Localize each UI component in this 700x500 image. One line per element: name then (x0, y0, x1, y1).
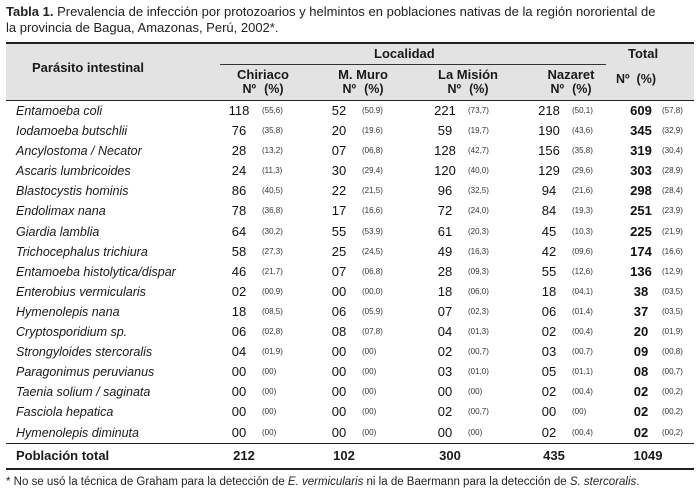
parasite-name: Hymenolepis nana (16, 304, 120, 319)
cell-count: 64 (231, 223, 247, 239)
table-row (6, 242, 694, 262)
cell-percent: (19,3) (572, 206, 593, 216)
cell-count: 00 (231, 404, 247, 420)
n-label: Nº (342, 82, 357, 96)
cell-percent: (08,5) (262, 306, 283, 316)
footnote (6, 476, 694, 488)
cell-percent: (00) (362, 387, 377, 397)
table-caption (6, 4, 694, 36)
cell-percent: (06,8) (362, 146, 383, 156)
pct-label: (%) (264, 82, 284, 96)
cell-count: 609 (630, 103, 652, 118)
cell-count: 319 (630, 143, 652, 159)
cell-percent: (24,5) (362, 246, 383, 256)
cell-percent: (28,9) (662, 166, 683, 176)
cell-percent: (73,7) (468, 106, 489, 115)
cell-percent: (00,7) (468, 347, 489, 357)
parasite-name: Ascaris lumbricoides (16, 164, 131, 179)
cell-count: 49 (437, 243, 453, 259)
cell-percent: (32,5) (468, 186, 489, 196)
cell-count: 52 (331, 103, 347, 118)
cell-percent: (00) (362, 367, 377, 377)
table-row (6, 201, 694, 221)
cell-percent: (12,6) (572, 266, 593, 276)
cell-percent: (00,0) (362, 286, 383, 296)
parasite-name: Iodamoeba butschlii (16, 124, 128, 139)
cell-percent: (19,7) (468, 126, 489, 136)
cell-count: 61 (437, 223, 453, 239)
total-population-label: Población total (16, 447, 110, 463)
cell-count: 02 (231, 283, 247, 299)
cell-count: 46 (231, 263, 247, 279)
cell-count: 28 (437, 263, 453, 279)
header-col-chiriaco (228, 68, 298, 96)
cell-count: 06 (331, 303, 347, 319)
cell-count: 00 (437, 384, 453, 400)
header-parasite: Parásito intestinal (32, 60, 144, 75)
cell-percent: (00) (262, 367, 277, 377)
footnote-suffix: . (636, 476, 640, 488)
cell-percent: (01,0) (468, 367, 489, 377)
locality-name: Chiriaco (236, 67, 289, 82)
header-localidad: Localidad (374, 46, 435, 61)
pct-label: (%) (572, 82, 592, 96)
footnote-prefix: * No se usó la técnica de Graham para la detección de (6, 476, 288, 488)
table-row (6, 342, 694, 362)
cell-percent: (01,9) (662, 327, 683, 337)
cell-percent: (07,8) (362, 327, 383, 337)
cell-count: 76 (231, 123, 247, 139)
locality-name: La Misión (438, 67, 498, 82)
cell-percent: (00) (362, 347, 377, 357)
cell-count: 156 (538, 143, 560, 159)
cell-count: 08 (633, 364, 649, 380)
cell-percent: (13,2) (262, 146, 283, 156)
cell-count: 218 (538, 103, 560, 118)
cell-percent: (00) (468, 427, 483, 437)
header-total-sub (616, 72, 656, 86)
cell-count: 02 (437, 344, 453, 360)
pct-label: (%) (636, 72, 656, 86)
cell-percent: (50,1) (572, 106, 593, 115)
cell-percent: (35,8) (572, 146, 593, 156)
cell-count: 18 (231, 303, 247, 319)
cell-percent: (00,9) (262, 286, 283, 296)
cell-count: 174 (630, 243, 652, 259)
cell-count: 118 (228, 103, 250, 118)
header-col-nazaret (536, 68, 606, 96)
cell-count: 02 (633, 424, 649, 440)
table-row (6, 322, 694, 342)
cell-count: 28 (231, 143, 247, 159)
cell-percent: (09,6) (572, 246, 593, 256)
cell-count: 00 (331, 384, 347, 400)
cell-percent: (06,8) (362, 266, 383, 276)
cell-count: 00 (231, 364, 247, 380)
cell-percent: (00) (362, 427, 377, 437)
cell-count: 00 (331, 344, 347, 360)
table-row (6, 141, 694, 161)
cell-percent: (21,9) (662, 226, 683, 236)
cell-percent: (03,5) (662, 286, 683, 296)
n-label: Nº (550, 82, 565, 96)
cell-count: 136 (630, 263, 652, 279)
cell-percent: (05,9) (362, 306, 383, 316)
cell-percent: (30,2) (262, 226, 283, 236)
cell-count: 00 (331, 364, 347, 380)
cell-percent: (00) (262, 387, 277, 397)
cell-count: 02 (437, 404, 453, 420)
cell-percent: (12,9) (662, 266, 683, 276)
cell-count: 00 (331, 424, 347, 440)
parasite-name: Ancylostoma / Necator (16, 144, 142, 159)
cell-percent: (43,6) (572, 126, 593, 136)
cell-percent: (00,8) (662, 347, 683, 357)
cell-percent: (21,5) (362, 186, 383, 196)
pct-label: (%) (469, 82, 489, 96)
cell-count: 06 (541, 303, 557, 319)
cell-count: 02 (633, 404, 649, 420)
cell-count: 02 (541, 384, 557, 400)
table-row (6, 382, 694, 402)
cell-percent: (29,6) (572, 166, 593, 176)
total-chiriaco: 212 (233, 447, 255, 463)
cell-percent: (50.9) (362, 106, 383, 115)
table-row (6, 362, 694, 382)
parasite-name: Entamoeba coli (16, 104, 103, 118)
cell-percent: (00) (262, 427, 277, 437)
footnote-term-2: S. stercoralis (569, 476, 637, 488)
cell-percent: (10,3) (572, 226, 593, 236)
cell-percent: (40,5) (262, 186, 283, 196)
cell-percent: (00) (572, 407, 587, 417)
cell-count: 20 (331, 123, 347, 139)
cell-count: 18 (437, 283, 453, 299)
cell-count: 120 (434, 163, 456, 179)
cell-count: 09 (633, 344, 649, 360)
cell-percent: (00,4) (572, 427, 593, 437)
cell-count: 00 (231, 424, 247, 440)
table-row (6, 282, 694, 302)
table-row (6, 161, 694, 181)
total-overall: 1049 (633, 447, 663, 463)
cell-count: 00 (541, 404, 557, 420)
parasite-name: Fasciola hepatica (16, 405, 114, 420)
parasite-name: Strongyloides stercoralis (16, 345, 153, 360)
n-label: Nº (447, 82, 462, 96)
cell-percent: (00,4) (572, 387, 593, 397)
cell-percent: (00,7) (468, 407, 489, 417)
caption-text-line2: la provincia de Bagua, Amazonas, Perú, 2002*. (6, 20, 279, 35)
cell-count: 25 (331, 243, 347, 259)
footnote-term-1: E. vermicularis (287, 476, 364, 488)
header-col-la-mision (428, 68, 508, 96)
cell-percent: (00) (262, 407, 277, 417)
header-total: Total (628, 46, 659, 61)
pct-label: (%) (364, 82, 384, 96)
cell-count: 20 (633, 324, 649, 340)
cell-count: 05 (541, 364, 557, 380)
cell-percent: (24,0) (468, 206, 489, 216)
cell-percent: (01,4) (572, 306, 593, 316)
parasite-name: Trichocephalus trichiura (16, 244, 148, 259)
cell-count: 04 (437, 324, 453, 340)
cell-count: 45 (541, 223, 557, 239)
cell-percent: (00) (468, 387, 483, 397)
cell-count: 02 (633, 384, 649, 400)
cell-count: 03 (541, 344, 557, 360)
cell-count: 190 (538, 123, 560, 139)
footnote-middle: ni la de Baermann para la detección de (363, 476, 570, 488)
table-row (6, 302, 694, 322)
table-row (6, 222, 694, 242)
cell-percent: (16,3) (468, 246, 489, 256)
cell-count: 225 (630, 223, 652, 239)
locality-name: M. Muro (338, 67, 388, 82)
cell-percent: (32,9) (662, 126, 683, 136)
header-col-m-muro (328, 68, 398, 96)
cell-count: 84 (541, 203, 557, 219)
cell-count: 303 (630, 163, 652, 179)
cell-count: 128 (434, 143, 456, 159)
cell-count: 38 (633, 283, 649, 299)
cell-percent: (30,4) (662, 146, 683, 156)
cell-percent: (00,4) (572, 327, 593, 337)
cell-count: 86 (231, 183, 247, 199)
cell-percent: (21,7) (262, 266, 283, 276)
caption-label: Tabla 1. (6, 4, 54, 19)
cell-percent: (09,3) (468, 266, 489, 276)
cell-percent: (03,5) (662, 306, 683, 316)
cell-count: 07 (331, 143, 347, 159)
cell-percent: (57,8) (662, 106, 683, 115)
cell-percent: (01,9) (262, 347, 283, 357)
table-row (6, 101, 694, 121)
cell-percent: (42,7) (468, 146, 489, 156)
cell-count: 02 (541, 324, 557, 340)
cell-count: 08 (331, 324, 347, 340)
cell-percent: (21,6) (572, 186, 593, 196)
cell-count: 78 (231, 203, 247, 219)
cell-count: 96 (437, 183, 453, 199)
n-label: Nº (616, 72, 630, 86)
table-row (6, 121, 694, 141)
header-localidad-rule (220, 64, 606, 65)
cell-count: 251 (630, 203, 652, 219)
cell-count: 55 (541, 263, 557, 279)
cell-percent: (40,0) (468, 166, 489, 176)
cell-percent: (06,0) (468, 286, 489, 296)
cell-percent: (19.6) (362, 126, 383, 136)
cell-percent: (28,4) (662, 186, 683, 196)
cell-percent: (00,2) (662, 427, 683, 437)
data-table (6, 42, 694, 470)
cell-percent: (00,2) (662, 407, 683, 417)
cell-count: 24 (231, 163, 247, 179)
cell-count: 37 (633, 303, 649, 319)
locality-name: Nazaret (547, 67, 595, 82)
caption-text-line1: Prevalencia de infección por protozoarios y helmintos en poblaciones nativas de la región nororiental de (57, 4, 656, 19)
cell-percent: (00,7) (572, 347, 593, 357)
cell-percent: (16,6) (362, 206, 383, 216)
cell-percent: (29,4) (362, 166, 383, 176)
table-body (6, 101, 694, 443)
cell-count: 03 (437, 364, 453, 380)
cell-percent: (02,3) (468, 306, 489, 316)
parasite-name: Endolimax nana (16, 204, 106, 219)
parasite-name: Cryptosporidium sp. (16, 325, 128, 340)
cell-count: 30 (331, 163, 347, 179)
cell-count: 00 (331, 283, 347, 299)
total-m-muro: 102 (333, 447, 355, 463)
cell-percent: (00,2) (662, 387, 683, 397)
cell-percent: (01,1) (572, 367, 593, 377)
cell-count: 129 (538, 163, 560, 179)
cell-percent: (27,3) (262, 246, 283, 256)
cell-count: 04 (231, 344, 247, 360)
cell-count: 00 (231, 384, 247, 400)
parasite-name: Paragonimus peruvianus (16, 365, 155, 380)
table-row (6, 181, 694, 201)
cell-count: 07 (437, 303, 453, 319)
cell-count: 07 (331, 263, 347, 279)
cell-count: 298 (630, 183, 652, 199)
cell-count: 221 (434, 103, 456, 118)
parasite-name: Taenia solium / saginata (16, 385, 151, 400)
table-row (6, 262, 694, 282)
cell-count: 17 (331, 203, 347, 219)
cell-count: 06 (231, 324, 247, 340)
cell-count: 94 (541, 183, 557, 199)
cell-percent: (36,8) (262, 206, 283, 216)
table-row (6, 402, 694, 422)
cell-percent: (01,3) (468, 327, 489, 337)
cell-count: 55 (331, 223, 347, 239)
table-header (6, 44, 694, 101)
cell-count: 72 (437, 203, 453, 219)
cell-percent: (55,6) (262, 106, 283, 115)
table-row (6, 423, 694, 443)
cell-percent: (23,9) (662, 206, 683, 216)
cell-percent: (11,3) (262, 166, 283, 176)
parasite-name: Enterobius vermicularis (16, 284, 146, 299)
cell-count: 58 (231, 243, 247, 259)
cell-percent: (04,1) (572, 286, 593, 296)
cell-percent: (00,7) (662, 367, 683, 377)
cell-count: 42 (541, 243, 557, 259)
cell-count: 00 (437, 424, 453, 440)
total-population-row (6, 443, 694, 468)
cell-percent: (16,6) (662, 246, 683, 256)
cell-percent: (35,8) (262, 126, 283, 136)
cell-percent: (20,3) (468, 226, 489, 236)
total-la-mision: 300 (439, 447, 461, 463)
cell-count: 00 (331, 404, 347, 420)
cell-percent: (53,9) (362, 226, 383, 236)
cell-percent: (02,8) (262, 327, 283, 337)
parasite-name: Giardia lamblia (16, 224, 100, 239)
cell-count: 345 (630, 123, 652, 139)
parasite-name: Hymenolepis diminuta (16, 425, 139, 440)
parasite-name: Blastocystis hominis (16, 184, 129, 199)
parasite-name: Entamoeba histolytica/dispar (16, 264, 176, 279)
total-nazaret: 435 (543, 447, 565, 463)
cell-percent: (00) (362, 407, 377, 417)
cell-count: 22 (331, 183, 347, 199)
cell-count: 59 (437, 123, 453, 139)
cell-count: 02 (541, 424, 557, 440)
cell-count: 18 (541, 283, 557, 299)
n-label: Nº (242, 82, 257, 96)
